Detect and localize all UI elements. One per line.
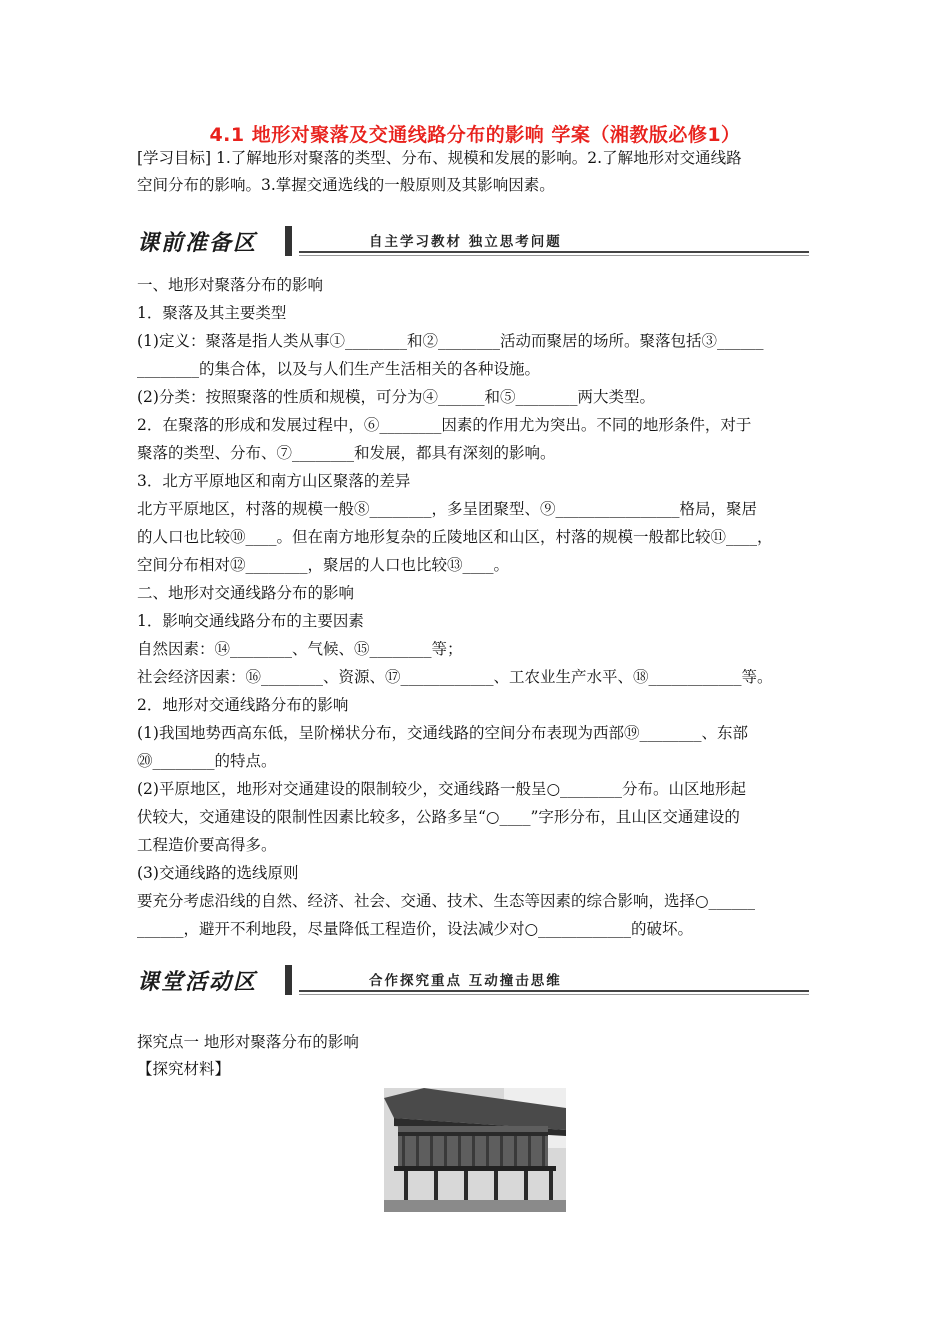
text-line: ______，避开不利地段，尽量降低工程造价，设法减少对○____________的破坏。 [137,920,694,938]
text-line: ⑳________的特点。 [137,752,277,770]
banner-divider [285,965,292,995]
text-line: 工程造价要高得多。 [137,836,277,854]
stilt-house-photo [384,1088,566,1212]
explore-material-label: 【探究材料】 [137,1060,231,1078]
text-line: 3．北方平原地区和南方山区聚落的差异 [137,472,411,490]
document-title: 4.1 地形对聚落及交通线路分布的影响 学案（湘教版必修1） [209,124,741,146]
text-line: 一、地形对聚落分布的影响 [137,276,324,294]
text-line: 二、地形对交通线路分布的影响 [137,584,355,602]
banner-subtitle: 自主学习教材 独立思考问题 [369,234,562,250]
text-line: 2．在聚落的形成和发展过程中，⑥________因素的作用尤为突出。不同的地形条件，对于 [137,416,752,434]
text-line: (1)定义：聚落是指人类从事①________和②________活动而聚居的场所。聚落包括③______ [137,332,764,350]
banner-subtitle: 合作探究重点 互动撞击思维 [369,973,562,989]
banner-rule-thin [299,255,809,256]
text-line: 1．聚落及其主要类型 [137,304,287,322]
text-line: ________的集合体，以及与人们生产生活相关的各种设施。 [137,360,541,378]
text-line: 的人口也比较⑩____。但在南方地形复杂的丘陵地区和山区，村落的规模一般都比较⑪____， [137,528,773,546]
text-line: (3)交通线路的选线原则 [137,864,299,882]
text-line: (2)平原地区，地形对交通建设的限制较少，交通线路一般呈○________分布。山区地形起 [137,780,746,798]
text-line: 聚落的类型、分布、⑦________和发展，都具有深刻的影响。 [137,444,556,462]
objectives-line-1: [学习目标] 1.了解地形对聚落的类型、分布、规模和发展的影响。2.了解地形对交通线路 [137,149,742,167]
banner-title: 课堂活动区 [137,970,258,995]
banner-rule [299,251,809,253]
banner-divider [285,226,292,256]
section-banner-prep [137,226,809,258]
banner-rule [299,990,809,992]
text-line: 自然因素：⑭________、气候、⑮________等； [137,640,463,658]
text-line: 要充分考虑沿线的自然、经济、社会、交通、技术、生态等因素的综合影响，选择○______ [137,892,756,910]
banner-rule-thin [299,994,809,995]
text-line: 社会经济因素：⑯________、资源、⑰____________、工农业生产水平、⑱____________等。 [137,668,773,686]
objectives-line-2: 空间分布的影响。3.掌握交通选线的一般原则及其影响因素。 [137,176,555,194]
explore-point-heading: 探究点一 地形对聚落分布的影响 [137,1033,359,1051]
text-line: 2．地形对交通线路分布的影响 [137,696,349,714]
text-line: (2)分类：按照聚落的性质和规模，可分为④______和⑤________两大类型。 [137,388,655,406]
text-line: 1．影响交通线路分布的主要因素 [137,612,364,630]
text-line: (1)我国地势西高东低，呈阶梯状分布，交通线路的空间分布表现为西部⑲________、东部 [137,724,748,742]
text-line: 伏较大，交通建设的限制性因素比较多，公路多呈“○____”字形分布，且山区交通建设的 [137,808,740,826]
text-line: 北方平原地区，村落的规模一般⑧________，多呈团聚型、⑨________________格局，聚居 [137,500,758,518]
section-banner-class [137,965,809,997]
banner-title: 课前准备区 [137,231,258,256]
text-line: 空间分布相对⑫________，聚居的人口也比较⑬____。 [137,556,510,574]
